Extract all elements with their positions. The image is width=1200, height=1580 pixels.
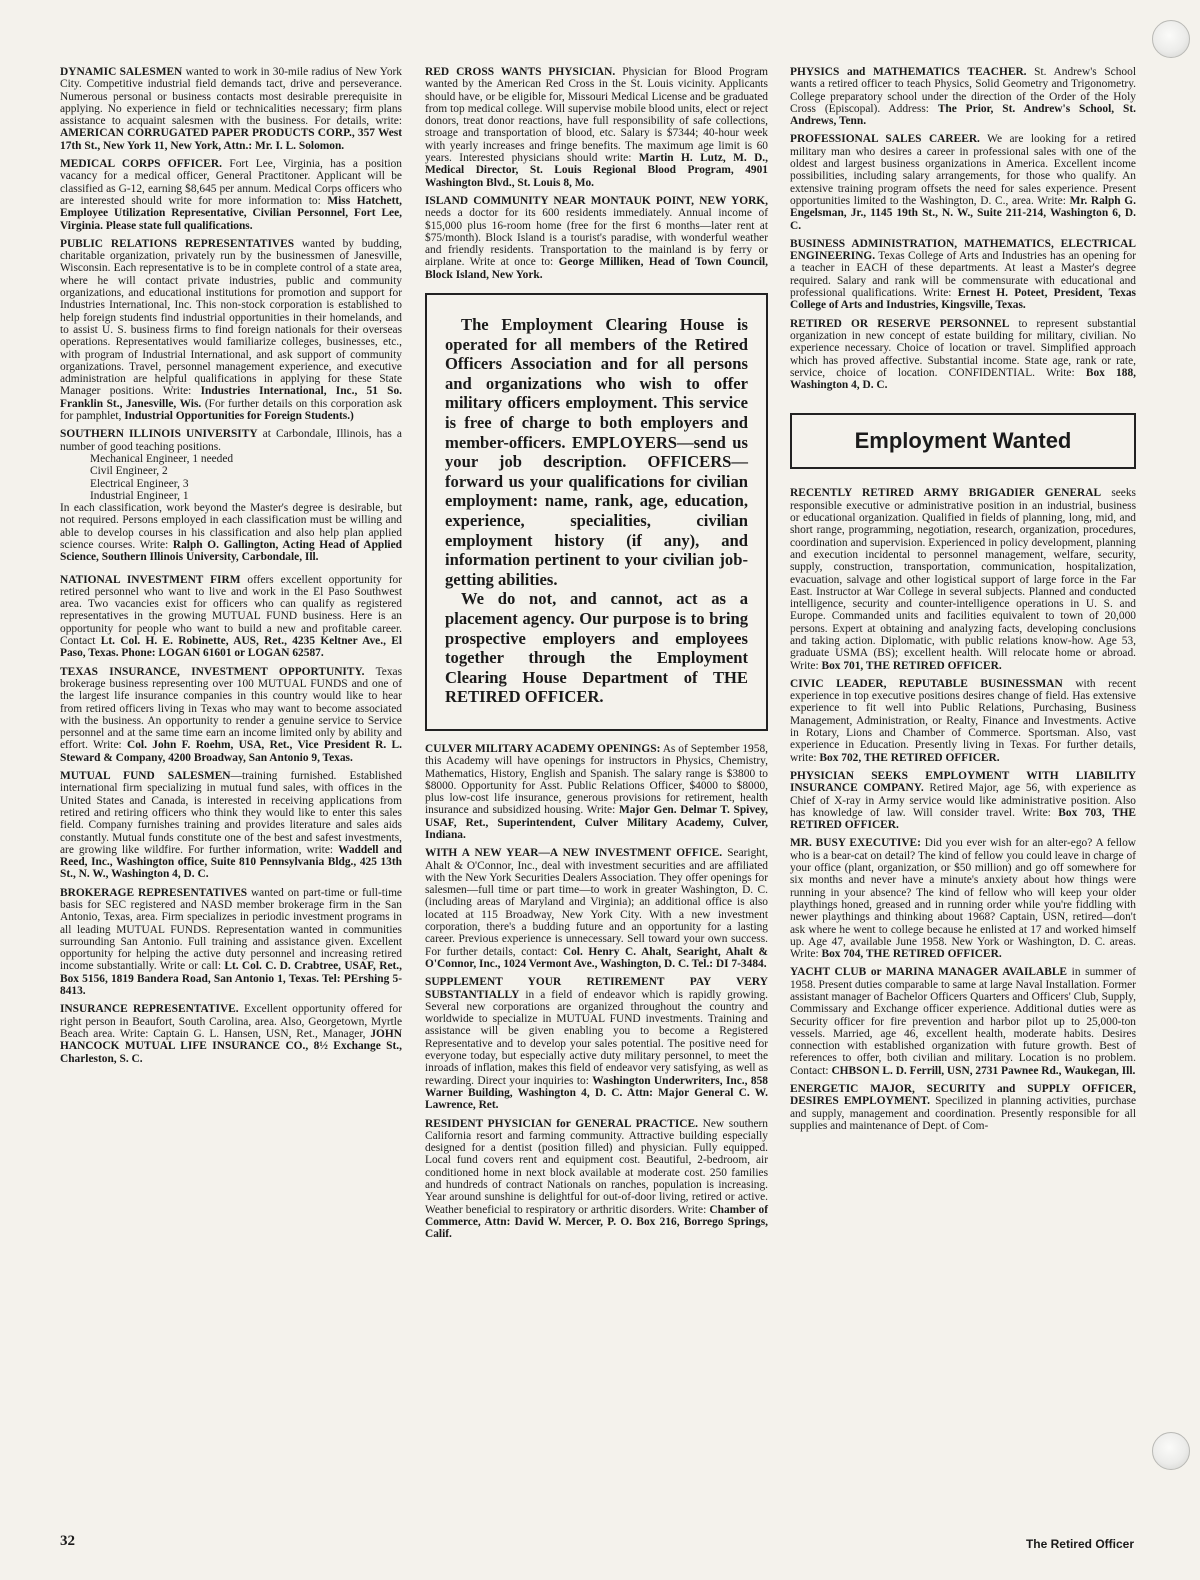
ad-heading: RETIRED OR RESERVE PERSONNEL [790, 317, 1010, 330]
ad-contact: Industries International, Inc., 51 So. Franklin St., Janesville, Wis. [60, 385, 402, 410]
ad-contact: Box 704, THE RETIRED OFFICER. [821, 948, 1002, 961]
ad-heading: NATIONAL INVESTMENT FIRM [60, 573, 241, 586]
ad-new-investment-office [425, 847, 768, 970]
ad-body: wanted by budding, charitable organization, privately run by the businessmen of Janesville, Wisconsin. Each representative is to be in complete control of a state area, where he will contact private industries, public and community organizations, and educational institutions for promotion and support for Industries International, Inc. This non-stock corporation is established to help foreign students find industrial opportunities in their homelands, and to assist U. S. business firms to find foreign nationals for their overseas operations. Representatives would familiarize colleges, businesses, etc., with program of Industrial International, and ask support of community organizations. Travel, personnel management experience, and executive administration are helpful qualifications in applying for these State Manager positions. Write: [60, 237, 402, 398]
punch-hole-top [1152, 20, 1190, 58]
ad-heading: CIVIC LEADER, REPUTABLE BUSINESSMAN [790, 677, 1063, 690]
ad-body: with recent experience in top executive positions desires change of field. Has extensive experience to fit well into Public Relations, Purchasing, Business Management, Administration, or Realty, Finance and Investments. Active in Rotary, Lions and Chamber of Commerce. Sportsman. Also, vast experience in Education. Presently living in Texas. For further details, write: [790, 677, 1136, 764]
ad-body: wanted on part-time or full-time basis for SEC registered and NASD member brokerage firm in the San Antonio, Texas, area. Firm specializes in periodic investment programs in all leading MUTUAL FUNDS. Representation wanted in communities surrounding San Antonio. Full training and assistance given. Excellent opportunity for helping the active duty personnel and increasing retired income substantially. Write or call: [60, 886, 402, 973]
ad-contact: Box 702, THE RETIRED OFFICER. [819, 751, 1000, 764]
ad-contact: Ralph O. Gallington, Acting Head of Applied Science, Southern Illinois University, Carbondale, Ill. [60, 538, 402, 564]
ad-resident-physician [425, 1118, 768, 1241]
ad-heading: PHYSICIAN SEEKS EMPLOYMENT WITH LIABILITY INSURANCE COMPANY. [790, 769, 1136, 795]
ad-contact: Chamber of Commerce, Attn: David W. Mercer, P. O. Box 216, Borrego Springs, Calif. [425, 1203, 768, 1241]
ad-body: Excellent opportunity offered for right person in Beaufort, South Carolina, area. Also, Georgetown, Myrtle Beach area. Write: Captain G. L. Hansen, USN, Ret., Manager, [60, 1003, 403, 1040]
ad-heading: ENERGETIC MAJOR, SECURITY and SUPPLY OFFICER, DESIRES EMPLOYMENT. [790, 1083, 1136, 1108]
ad-heading: ISLAND COMMUNITY NEAR MONTAUK POINT, NEW YORK, [425, 194, 768, 207]
ad-heading: RESIDENT PHYSICIAN for GENERAL PRACTICE. [425, 1117, 698, 1130]
ad-contact: AMERICAN CORRUGATED PAPER PRODUCTS CORP., 357 West 17th St., New York 11, New York, Attn.: Mr. I. L. Solomon. [60, 127, 402, 152]
ad-contact: Box 188, Washington 4, D. C. [790, 366, 1136, 392]
ad-physics-mathematics-teacher [790, 66, 1136, 127]
ad-body: to represent substantial organization in new concept of estate building for military, civilian. No experience necessary. Choice of location or travel. Simplified approach which has proved affective. Substantial income. State age, rank or rate, service, choice of location. CONFIDENTIAL. Write: [790, 317, 1136, 379]
ad-retired-reserve-personnel [790, 318, 1136, 392]
ad-heading: SUPPLEMENT YOUR RETIREMENT PAY VERY SUBSTANTIALLY [425, 976, 768, 1001]
ad-body: St. Andrew's School wants a retired officer to teach Physics, Solid Geometry and Trigonometry. College preparatory school under the direction of the Order of the Holy Cross (Episcopal). Address: [790, 66, 1136, 115]
ad-contact: JOHN HANCOCK MUTUAL LIFE INSURANCE CO., 8½ Exchange St., Charleston, S. C. [60, 1027, 402, 1065]
ad-contact: Major Gen. Delmar T. Spivey, USAF, Ret., Superintendent, Culver Military Academy, Culver, Indiana. [425, 804, 768, 841]
ad-body: New southern California resort and farming community. Attractive building especially designed for a dentist (position filled) and physician. Fully equipped. Local fund covers rent and equipment cost. Beautiful, 2-bedroom, air conditioned home in next block available at moderate cost. 250 families and hundreds of contract Nationals on ranches, population is increasing. Year around sunshine is delightful for out-of-door living, retired or active. Weather beneficial to respiratory or arthritic disorders. Write: [425, 1117, 768, 1216]
ad-supplement-retirement-pay [425, 976, 768, 1111]
ad-brigadier-general [790, 487, 1136, 671]
position-item: Electrical Engineer, 3 [90, 477, 189, 490]
ad-contact: Martin H. Lutz, M. D., Medical Director, St. Louis Regional Blood Program, 4901 Washington Blvd., St. Louis 8, Mo. [425, 152, 768, 189]
ad-contact: Waddell and Reed, Inc., Washington office, Suite 810 Pennsylvania Bldg., 425 13th St., N. W., Washington 4, D. C. [60, 843, 402, 881]
ad-contact: The Prior, St. Andrew's School, St. Andrews, Tenn. [790, 102, 1136, 128]
ad-heading: TEXAS INSURANCE, INVESTMENT OPPORTUNITY. [60, 665, 365, 678]
column-middle [425, 66, 768, 1247]
ad-mutual-fund-salesmen [60, 770, 402, 881]
ad-heading: BUSINESS ADMINISTRATION, MATHEMATICS, ELECTRICAL ENGINEERING. [790, 237, 1136, 263]
ad-contact: Miss Hatchett, Employee Utilization Representative, Civilian Personnel, Fort Lee, Virginia. Please state full qualifications. [60, 194, 402, 232]
ad-body: seeks responsible executive or administrative position in an industrial, business or educational organization. Qualified in fields of planning, long, mid, and short range, programming, negotiation, research, organization, procedures, coordination and supervision. Experienced in policy development, planning and execution incidental to personnel management, welfare, security, supply, construction, transportation, communication, hospitalization, evacuation, salvage and other logistical support of large force in the Far East. Instructor at War College in several subjects. Planned and conducted intelligence, security and counter-intelligence operations in U. S. and Europe. Commanded units and facilities equivalent to town of 20,000 persons. Expert at obtaining and analyzing facts, developing conclusions and taking action. Diplomatic, with public relations know-how. Age 53, graduate USMA (BS); excellent health. Will relocate home or abroad. Write: [790, 487, 1136, 672]
ad-civic-leader [790, 678, 1136, 764]
page-number: 32 [60, 1533, 75, 1549]
ad-texas-insurance [60, 666, 402, 764]
ad-contact: Box 701, THE RETIRED OFFICER. [821, 659, 1002, 672]
ad-contact: Ernest H. Poteet, President, Texas College of Arts and Industries, Kingsville, Texas. [790, 287, 1136, 312]
ad-body: in summer of 1958. Present duties comparable to same at large Naval Installation. Former assistant manager of Bachelor Officers Quarters and Officers' Club, Supply, Commissary and Exchange officer experience. Additional duties were as Security officer for fire prevention and harbor pilot up to 25,000-ton vessels. Married, age 46, excellent health, moderate habits. Desires connection with established organization with future growth. Best of references to offer, both civilian and military. Location is no problem. Contact: [790, 966, 1137, 1077]
ad-contact: Lt. Col. C. D. Crabtree, USAF, Ret., Box 5156, 1819 Bandera Road, San Antonio 1, Texas. Tel: PErshing 5-8413. [60, 960, 402, 998]
ad-contact: Mr. Ralph G. Engelsman, Jr., 1145 19th St., N. W., Suite 211-214, Washington 6, D. C. [790, 194, 1136, 232]
ad-body: in a field of endeavor which is rapidly growing. Several new corporations are organized throughout the country and worldwide to specialize in MUTUAL FUND investments. Training and assistance will be given enabling you to become a Registered Representative and to develop your sales potential. The positive need for everyone today, but especially active duty military personnel, to meet the inroads of inflation, makes this field of endeavor very satisfying, as well as rewarding. Direct your inquiries to: [425, 988, 768, 1087]
ad-insurance-representative [60, 1003, 402, 1064]
ad-yacht-club-manager [790, 966, 1136, 1077]
ad-medical-corps-officer [60, 158, 402, 232]
position-item: Industrial Engineer, 1 [90, 489, 189, 502]
ad-culver-military-academy [425, 743, 768, 841]
ad-body: As of September 1958, this Academy will have openings for instructors in Physics, Chemistry, Mathematics, History, English and Spanish. The salary range is $3800 to $8000. Opportunity for Asst. Public Relations Officer, $4000 to $8000, plus low-cost life insurance, generous provisions for retirement, health insurance and subsidized housing. Write: [425, 742, 768, 817]
ad-heading: BROKERAGE REPRESENTATIVES [60, 886, 248, 899]
notice-paragraph: We do not, and cannot, act as a placement agency. Our purpose is to bring prospective employers and employees together through the Employment Clearing House Department of THE RETIRED OFFICER. [445, 589, 748, 707]
ad-contact: CHBSON L. D. Ferrill, USN, 2731 Pawnee Rd., Waukegan, Ill. [831, 1064, 1136, 1077]
ad-body: needs a doctor for its 600 residents immediately. Annual income of $15,000 plus 16-room home (free for the first 6 months—later rent at $75/month). Block Island is a tourist's paradise, with wonderful weather and friendly residents. Transportation to the mainland is by ferry or airplane. Write at once to: [425, 207, 768, 269]
section-title: Employment Wanted [854, 428, 1072, 454]
ad-heading: RECENTLY RETIRED ARMY BRIGADIER GENERAL [790, 487, 1102, 500]
clearing-house-notice [425, 293, 768, 731]
ad-body: offers excellent opportunity for retired personnel who want to live and work in the El Paso Southwest area. Two vacancies exist for officers who can qualify as registered representatives in the growing MUTUAL FUND business. Here is an opportunity for people who want to build a new and profitable career. Contact [60, 573, 402, 648]
ad-contact: George Milliken, Head of Town Council, Block Island, New York. [425, 256, 768, 281]
position-item: Civil Engineer, 2 [90, 465, 168, 478]
ad-contact: Washington Underwriters, Inc., 858 Warner Building, Washington 4, D. C. Attn: Major General C. W. Lawrence, Ret. [425, 1074, 768, 1112]
notice-paragraph: The Employment Clearing House is operated for all members of the Retired Officers Association and for all persons and organizations who wish to offer military officers employment. This service is free of charge to both employers and member-officers. EMPLOYERS—send us your job description. OFFICERS—forward us your qualifications for civilian employment: name, rank, age, education, experience, specialities, civilian employment history (if any), and information pertinent to your civilian job-getting abilities. [445, 315, 748, 589]
ad-heading: WITH A NEW YEAR—A NEW INVESTMENT OFFICE. [425, 847, 723, 860]
ad-body: Specilized in planning activities, purchase and supply, management and coordination. Presently responsible for all supplies and maintenance of Dept. of Com- [790, 1095, 1136, 1132]
ad-contact: Col. John F. Roehm, USA, Ret., Vice President R. L. Steward & Company, 4200 Broadway, San Antonio 9, Texas. [60, 739, 402, 764]
ad-body: wanted to work in 30-mile radius of New York City. Competitive industrial field demands tact, drive and perseverance. Numerous personal or business contacts most desirable prerequisite in applying. No experience in field or technicalities necessary; firm plans assistance to acquaint salesmen with the business. For details, write: [60, 66, 403, 128]
ad-dynamic-salesmen [60, 66, 402, 152]
ad-heading: RED CROSS WANTS PHYSICIAN. [425, 66, 616, 78]
ad-heading: MEDICAL CORPS OFFICER. [60, 158, 222, 171]
ad-heading: DYNAMIC SALESMEN [60, 66, 183, 78]
ad-professional-sales-career [790, 133, 1136, 231]
publication-name: The Retired Officer [1025, 1537, 1134, 1551]
ad-body: Fort Lee, Virginia, has a position vacancy for a medical officer, General Practitoner. Applicant will be classified as G-12, earning $8,645 per annum. Medical Corps officers who are interested should write for more information to: [60, 158, 402, 207]
ad-brokerage-representatives [60, 887, 402, 998]
ad-heading: PUBLIC RELATIONS REPRESENTATIVES [60, 237, 295, 250]
ad-body: We are looking for a retired military man who desires a career in professional sales with one of the oldest and largest business organizations in America. Excellent income possibilities, including salary arrangements, for those who qualify. An extensive training program offsets the need for sales experience. Present opportunities limited to the Washington, D. C., area. Write: [790, 133, 1137, 207]
ad-body: —training furnished. Established international firm specializing in mutual fund sales, with offices in the United States and Canada, is interested in receiving applications from retired and retiring officers who think they would like to enter this sales field. Company furnishes training and provides literature and sales aids constantly. Mutual funds constitute one of the best and safest investments, are growing like wildfire. For further information, write: [60, 770, 402, 856]
ad-physician-seeks-employment [790, 770, 1136, 831]
ad-heading: YACHT CLUB or MARINA MANAGER AVAILABLE [790, 966, 1068, 979]
ad-business-administration [790, 238, 1136, 312]
ad-busy-executive [790, 837, 1136, 960]
ad-body: Did you ever wish for an alter-ego? A fellow who is a bear-cat on detail? The kind of fellow you could leave in charge of your office (plant, organization, or $50 million) and go off somewhere for six months and never have a minute's anxiety about how things were running in your absence? The kind of fellow who will keep your older playthings honed, greased and in running order while you're fiddling with newer playthings and thinking about 1968? Captain, USN, retired—don't ask where he went to college because he enlisted at 17 and worked himself up. Age 47, available June 1958. New York or Washington, D. C. areas. Write: [790, 837, 1136, 961]
ad-contact: Lt. Col. H. E. Robinette, AUS, Ret., 4235 Keltner Ave., El Paso, Texas. Phone: LOGAN 61601 or LOGAN 62587. [60, 635, 402, 660]
ad-southern-illinois-university [60, 428, 402, 563]
ad-national-investment-firm [60, 574, 402, 660]
position-item: Mechanical Engineer, 1 needed [90, 452, 234, 465]
column-right [790, 66, 1136, 1138]
ad-heading: MUTUAL FUND SALESMEN [60, 770, 231, 783]
ad-body: Texas brokerage business representing over 100 MUTUAL FUNDS and one of the largest life insurance companies in this country would like to hear from retired officers living in Texas who may want to become associated with the business. An opportunity to render a genuine service to Service personnel and at the same time earn an income limited only by ability and effort. Write: [60, 665, 403, 752]
ad-contact: Box 703, THE RETIRED OFFICER. [790, 806, 1136, 832]
ad-contact: Col. Henry C. Ahalt, Searight, Ahalt & O'Connor, Inc., 1024 Vermont Ave., Washington, D. C. Tel.: DI 7-3484. [425, 945, 768, 970]
ad-tail: (For further details on this corporation ask for pamphlet, [60, 397, 403, 423]
ad-body: Retired Major, age 56, with experience as Chief of X-ray in Army service would like administrative position. Also has knowledge of law. Will consider travel. Write: [790, 782, 1137, 819]
ad-heading: CULVER MILITARY ACADEMY OPENINGS: [425, 742, 661, 755]
ad-heading: PROFESSIONAL SALES CAREER. [790, 133, 980, 146]
ad-body: Texas College of Arts and Industries has an opening for a teacher in EACH of these departments. At least a Master's degree required. Salary and rank will be commensurate with educational and professional qualifications. Write: [790, 250, 1136, 300]
ad-red-cross-physician [425, 66, 768, 189]
column-left [60, 66, 402, 1071]
section-heading-box [790, 413, 1136, 469]
ad-body: at Carbondale, Illinois, has a number of good teaching positions. [60, 428, 402, 453]
ad-heading: SOUTHERN ILLINOIS UNIVERSITY [60, 428, 258, 441]
ad-body-continued: In each classification, work beyond the Master's degree is desirable, but not required. Persons employed in each classification must be willing and able to develop courses in his classification and also help plan applied science courses. Write: [60, 502, 402, 551]
ad-tail-bold: Industrial Opportunities for Foreign Students.) [124, 410, 354, 423]
ad-island-community [425, 195, 768, 281]
ad-body: Physician for Blood Program wanted by the American Red Cross in the St. Louis vicinity. Applicants should have, or be eligible for, Missouri Medical License and be graduated from top medical college. Will supervise mobile blood units, elect or reject donors, treat donor reactions, have full responsibility of safe collections, stroage and transportation of blood, etc. Salary is $7344; 40-hour week with yearly increases and fringe benefits. The maximum age limit is 60 years. Interested physicians should write: [425, 66, 769, 165]
ad-body: Searight, Ahalt & O'Connor, Inc., deal with investment securities and are affiliated with the New York Securities Dealers Association. They offer openings for salesmen—full time or part time—to work in greater Washington, D. C. (including areas of Maryland and Virginia); an additional office is also located at 115 Broadway, New York City. With a new investment corporation, there's a budding future and an opportunity for a lasting career. Previous experience is unnecessary. Sell toward your own success. For further details, contact: [425, 847, 769, 958]
ad-heading: MR. BUSY EXECUTIVE: [790, 837, 921, 850]
ad-public-relations-representatives [60, 238, 402, 422]
ad-energetic-major [790, 1083, 1136, 1132]
ad-heading: INSURANCE REPRESENTATIVE. [60, 1003, 239, 1016]
ad-heading: PHYSICS and MATHEMATICS TEACHER. [790, 66, 1027, 78]
punch-hole-bottom [1152, 1432, 1190, 1470]
